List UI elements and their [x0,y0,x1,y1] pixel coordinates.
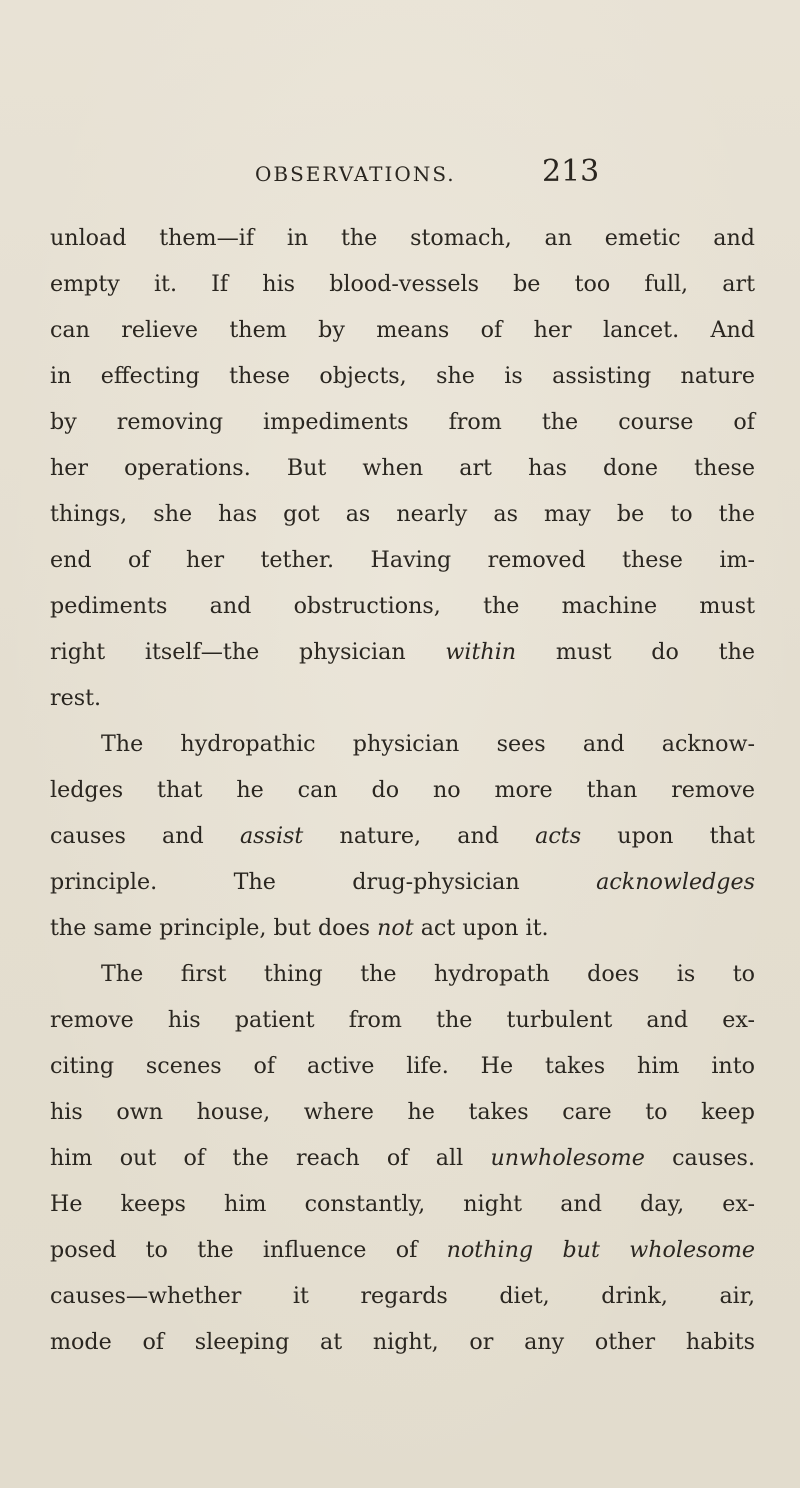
text-segment: ledges that he can do no more than remove [50,777,755,803]
text-segment: The first thing the hydropath does is to [101,961,755,987]
text-line [50,675,755,721]
text-segment: remove his patient from the turbulent and ex- [50,1007,755,1033]
text-segment: posed to the influence of [50,1237,447,1263]
text-segment: causes and [50,823,240,849]
text-line [50,951,755,997]
text-line [50,491,755,537]
text-segment: him out of the reach of all [50,1145,491,1171]
text-segment: his own house, where he takes care to keep [50,1099,755,1125]
text-segment: The hydropathic physician sees and acknow- [101,731,755,757]
body-text [50,215,755,1365]
italic-text: nothing but wholesome [446,1237,755,1263]
text-segment: end of her tether. Having removed these im- [50,547,755,573]
text-segment: by removing impediments from the course of [50,409,755,435]
italic-text: acts [535,823,582,849]
text-line [50,721,755,767]
text-line [50,1135,755,1181]
text-line [50,353,755,399]
text-line [50,767,755,813]
text-line [50,1227,755,1273]
running-head [120,154,680,192]
italic-text: unwholesome [490,1145,645,1171]
text-line [50,1181,755,1227]
text-segment: He keeps him constantly, night and day, ex- [50,1191,755,1217]
text-line [50,859,755,905]
italic-text: assist [239,823,304,849]
text-segment: must do the [516,639,755,665]
text-line [50,629,755,675]
text-line [50,905,755,951]
text-segment: unload them—if in the stomach, an emetic and [50,225,755,251]
text-line [50,813,755,859]
text-line [50,537,755,583]
text-segment: things, she has got as nearly as may be to the [50,501,755,527]
text-line [50,583,755,629]
text-line [50,261,755,307]
text-segment: empty it. If his blood-vessels be too full, art [50,271,755,297]
text-segment: rest. [50,685,102,711]
text-line [50,399,755,445]
text-segment: in effecting these objects, she is assisting nature [50,363,755,389]
text-segment: the same principle, but does [50,915,378,941]
text-segment: mode of sleeping at night, or any other habits [50,1329,755,1355]
italic-text: acknowledges [596,869,755,895]
text-segment: principle. The drug-physician [50,869,597,895]
text-line [50,1319,755,1365]
text-segment: act upon it. [413,915,549,941]
page-number: 213 [542,154,600,189]
text-segment: her operations. But when art has done these [50,455,755,481]
text-line [50,307,755,353]
italic-text: not [377,915,414,941]
text-segment: can relieve them by means of her lancet. And [50,317,755,343]
text-segment: citing scenes of active life. He takes him into [50,1053,755,1079]
text-line [50,215,755,261]
text-segment: causes. [644,1145,755,1171]
text-line [50,1089,755,1135]
text-segment: upon that [581,823,755,849]
text-segment: causes—whether it regards diet, drink, air, [50,1283,755,1309]
text-line [50,445,755,491]
running-head-title: OBSERVATIONS. [255,162,456,186]
text-line [50,997,755,1043]
text-segment: pediments and obstructions, the machine must [50,593,755,619]
text-segment: nature, and [303,823,536,849]
italic-text: within [445,639,517,665]
text-segment: right itself—the physician [50,639,446,665]
text-line [50,1043,755,1089]
text-line [50,1273,755,1319]
